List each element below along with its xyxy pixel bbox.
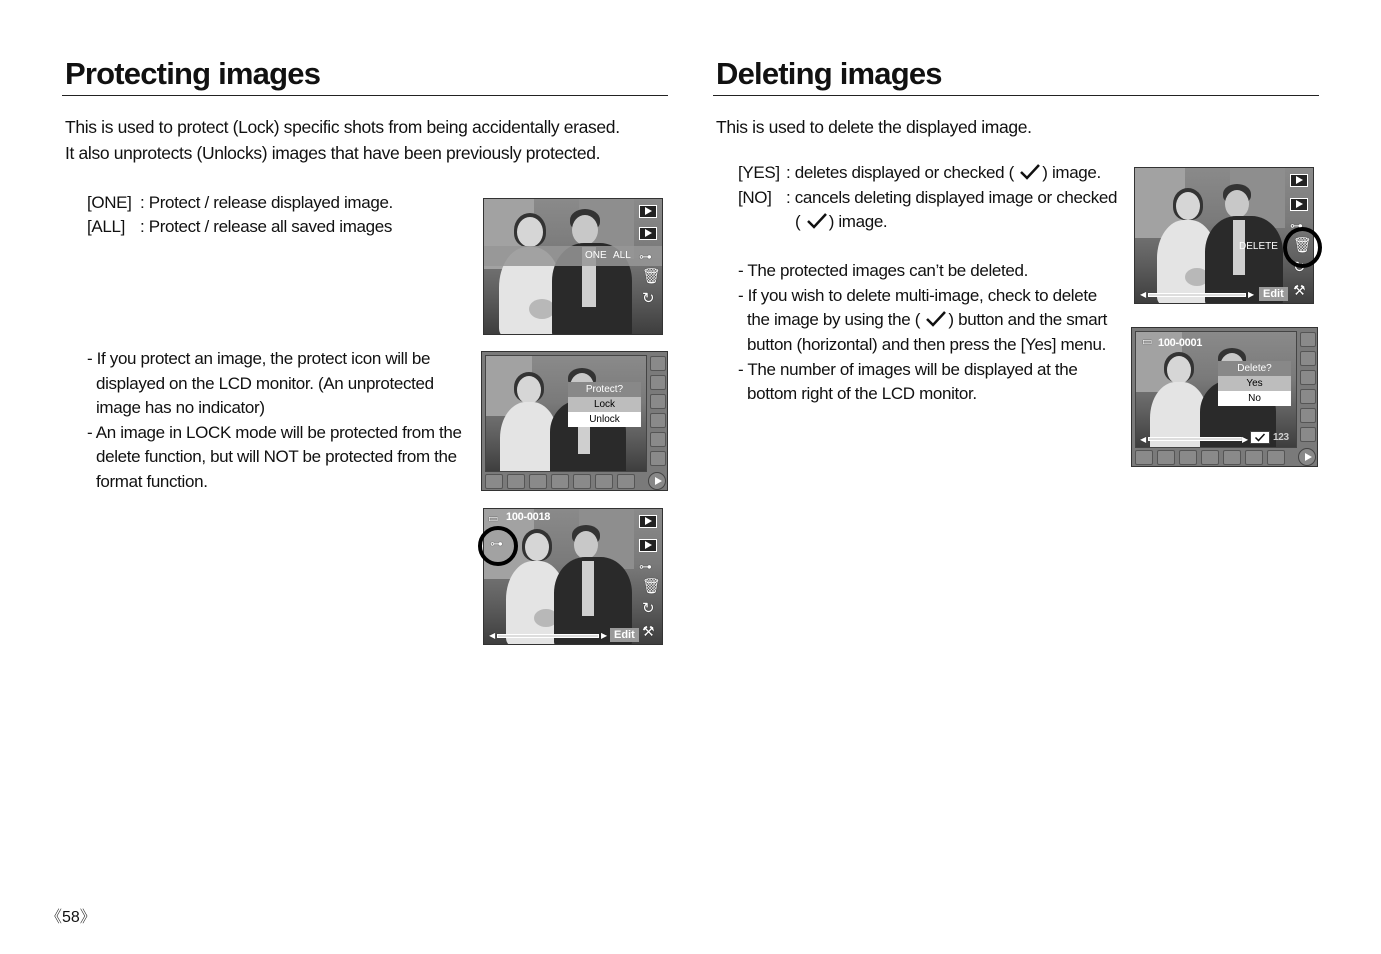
bottom-button[interactable] xyxy=(1223,450,1241,465)
playback-icon xyxy=(639,205,657,218)
groom-shirt xyxy=(582,561,594,616)
side-button[interactable] xyxy=(1300,351,1316,366)
key-icon: ⊶ xyxy=(639,559,652,574)
image-count: 123 xyxy=(1273,432,1289,443)
side-button[interactable] xyxy=(1300,389,1316,404)
option-one-label[interactable]: ONE xyxy=(585,250,607,261)
protect-key-icon: ⊶ xyxy=(490,536,503,551)
edit-button[interactable]: Edit xyxy=(610,628,639,642)
check-box[interactable] xyxy=(1250,431,1270,444)
unlock-option[interactable]: Unlock xyxy=(568,412,641,427)
side-button[interactable] xyxy=(650,375,666,390)
left-arrow-icon: ◀ xyxy=(1140,290,1147,299)
delete-dialog xyxy=(1218,361,1291,406)
title-divider xyxy=(713,95,1319,96)
option-one-desc: : Protect / release displayed image. xyxy=(140,193,393,212)
lcd-protected-image xyxy=(483,508,663,645)
lcd-protect-menu xyxy=(483,198,663,335)
protect-note-4: - An image in LOCK mode will be protected from the xyxy=(87,423,462,442)
bottom-button[interactable] xyxy=(573,474,591,489)
trash-icon: 🗑 xyxy=(642,268,662,285)
protect-note-2: displayed on the LCD monitor. (An unprotected xyxy=(96,374,434,393)
no-option-cont xyxy=(795,210,887,234)
wrench-icon: ⚒ xyxy=(642,623,655,639)
side-button[interactable] xyxy=(650,413,666,428)
lcd-protect-dialog xyxy=(481,351,668,491)
check-icon xyxy=(1018,163,1042,181)
right-arrow-icon: ▶ xyxy=(601,631,608,640)
rotate-icon: ↻ xyxy=(1293,259,1306,276)
lcd-view xyxy=(485,355,647,472)
bottom-button[interactable] xyxy=(507,474,525,489)
left-arrow-icon: ◀ xyxy=(1140,435,1147,444)
trash-icon: 🗑 xyxy=(642,578,662,595)
protect-question: Protect? xyxy=(568,382,641,397)
groom-head xyxy=(572,215,598,245)
yes-option-button[interactable]: Yes xyxy=(1218,376,1291,391)
protect-note-5: delete function, but will NOT be protected from the xyxy=(96,447,457,466)
slideshow-icon xyxy=(639,227,657,240)
slideshow-icon xyxy=(639,539,657,552)
yes-desc-b: ) image. xyxy=(1042,163,1101,182)
check-icon xyxy=(1254,432,1266,443)
bride-head xyxy=(1176,192,1200,220)
option-all xyxy=(87,215,392,239)
groom-head xyxy=(574,531,598,559)
delete-note-5: - The number of images will be displayed at the xyxy=(738,360,1078,379)
lock-option[interactable]: Lock xyxy=(568,397,641,412)
side-button[interactable] xyxy=(1300,408,1316,423)
protect-note-6: format function. xyxy=(96,472,208,491)
rotate-icon: ↻ xyxy=(642,290,655,307)
file-number: 100-0001 xyxy=(1158,337,1203,349)
bottom-button[interactable] xyxy=(1201,450,1219,465)
side-button[interactable] xyxy=(650,451,666,466)
playback-icon xyxy=(639,515,657,528)
rotate-icon: ↻ xyxy=(642,600,655,617)
delete-note-2: - If you wish to delete multi-image, check to delete xyxy=(738,286,1097,305)
side-button[interactable] xyxy=(1300,427,1316,442)
groom-head xyxy=(1225,190,1249,218)
playback-icon xyxy=(1290,174,1308,187)
bottom-button[interactable] xyxy=(617,474,635,489)
bottom-button[interactable] xyxy=(1135,450,1153,465)
image-slider[interactable] xyxy=(1148,293,1246,297)
bride-head xyxy=(525,533,549,561)
key-icon: ⊶ xyxy=(1290,218,1303,233)
no-desc2-b: ) image. xyxy=(828,212,888,231)
side-button[interactable] xyxy=(650,394,666,409)
no-option-button[interactable]: No xyxy=(1218,391,1291,406)
highlight-circle xyxy=(478,526,518,566)
side-button[interactable] xyxy=(1300,332,1316,347)
delete-label: DELETE xyxy=(1239,241,1278,252)
yes-key: [YES] xyxy=(738,163,780,182)
folder-icon: ▭ xyxy=(1142,336,1153,348)
deleting-images-title: Deleting images xyxy=(716,56,942,91)
no-desc2-a: ( xyxy=(795,212,801,231)
side-button[interactable] xyxy=(650,432,666,447)
no-option xyxy=(738,186,1117,210)
bottom-button[interactable] xyxy=(1245,450,1263,465)
no-desc: : cancels deleting displayed image or checked xyxy=(786,188,1118,207)
slideshow-icon xyxy=(1290,198,1308,211)
option-all-label[interactable]: ALL xyxy=(613,250,631,261)
bottom-button[interactable] xyxy=(1179,450,1197,465)
delete-note-3a: the image by using the ( xyxy=(747,310,921,329)
option-one xyxy=(87,191,393,215)
bottom-button[interactable] xyxy=(1157,450,1175,465)
delete-note-3b: ) button and the smart xyxy=(948,310,1108,329)
right-arrow-icon: ▶ xyxy=(1248,290,1255,299)
image-slider[interactable] xyxy=(497,634,599,638)
lcd-view xyxy=(1135,331,1297,448)
delete-note-3 xyxy=(747,308,1107,333)
bride-head xyxy=(517,376,541,404)
wrench-icon: ⚒ xyxy=(1293,282,1306,298)
highlight-circle xyxy=(1283,227,1322,268)
bottom-button[interactable] xyxy=(1267,450,1285,465)
folder-icon: ▭ xyxy=(488,513,499,525)
image-slider[interactable] xyxy=(1148,437,1242,441)
key-icon: ⊶ xyxy=(639,249,652,264)
protect-intro-line-1: This is used to protect (Lock) specific shots from being accidentally erased. xyxy=(65,117,620,137)
no-key: [NO] xyxy=(738,188,772,207)
bottom-button[interactable] xyxy=(529,474,547,489)
check-icon xyxy=(805,212,829,230)
protect-note-3: image has no indicator) xyxy=(96,398,265,417)
protect-intro-line-2: It also unprotects (Unlocks) images that have been previously protected. xyxy=(65,143,601,163)
yes-option xyxy=(738,161,1101,185)
check-icon xyxy=(924,310,948,328)
side-button[interactable] xyxy=(650,356,666,371)
protect-dialog xyxy=(568,382,641,427)
file-number: 100-0018 xyxy=(506,511,551,523)
bottom-button[interactable] xyxy=(551,474,569,489)
yes-desc-a: : deletes displayed or checked ( xyxy=(786,163,1014,182)
trash-icon[interactable]: 🗑 xyxy=(1293,237,1313,254)
left-arrow-icon: ◀ xyxy=(489,631,496,640)
bottom-button[interactable] xyxy=(595,474,613,489)
delete-note-1: - The protected images can’t be deleted. xyxy=(738,261,1028,280)
right-arrow-icon: ▶ xyxy=(1242,435,1249,444)
play-round-button[interactable] xyxy=(1298,448,1316,466)
page-number: 《58》 xyxy=(46,909,96,926)
delete-note-4: button (horizontal) and then press the [Yes] menu. xyxy=(747,335,1106,354)
protect-note-1: - If you protect an image, the protect icon will be xyxy=(87,349,431,368)
play-round-button[interactable] xyxy=(648,472,666,490)
bride-head xyxy=(1167,356,1191,384)
bottom-button[interactable] xyxy=(485,474,503,489)
side-button[interactable] xyxy=(1300,370,1316,385)
edit-button[interactable]: Edit xyxy=(1259,287,1288,301)
option-all-desc: : Protect / release all saved images xyxy=(140,217,392,236)
delete-intro: This is used to delete the displayed image. xyxy=(716,117,1032,137)
protecting-images-title: Protecting images xyxy=(65,56,321,91)
delete-question: Delete? xyxy=(1218,361,1291,376)
lcd-delete-dialog xyxy=(1131,327,1318,467)
title-divider xyxy=(62,95,668,96)
option-one-key: [ONE] xyxy=(87,193,132,212)
option-all-key: [ALL] xyxy=(87,217,125,236)
bride-head xyxy=(517,217,543,247)
protect-option-bar xyxy=(484,246,662,266)
delete-note-6: bottom right of the LCD monitor. xyxy=(747,384,977,403)
